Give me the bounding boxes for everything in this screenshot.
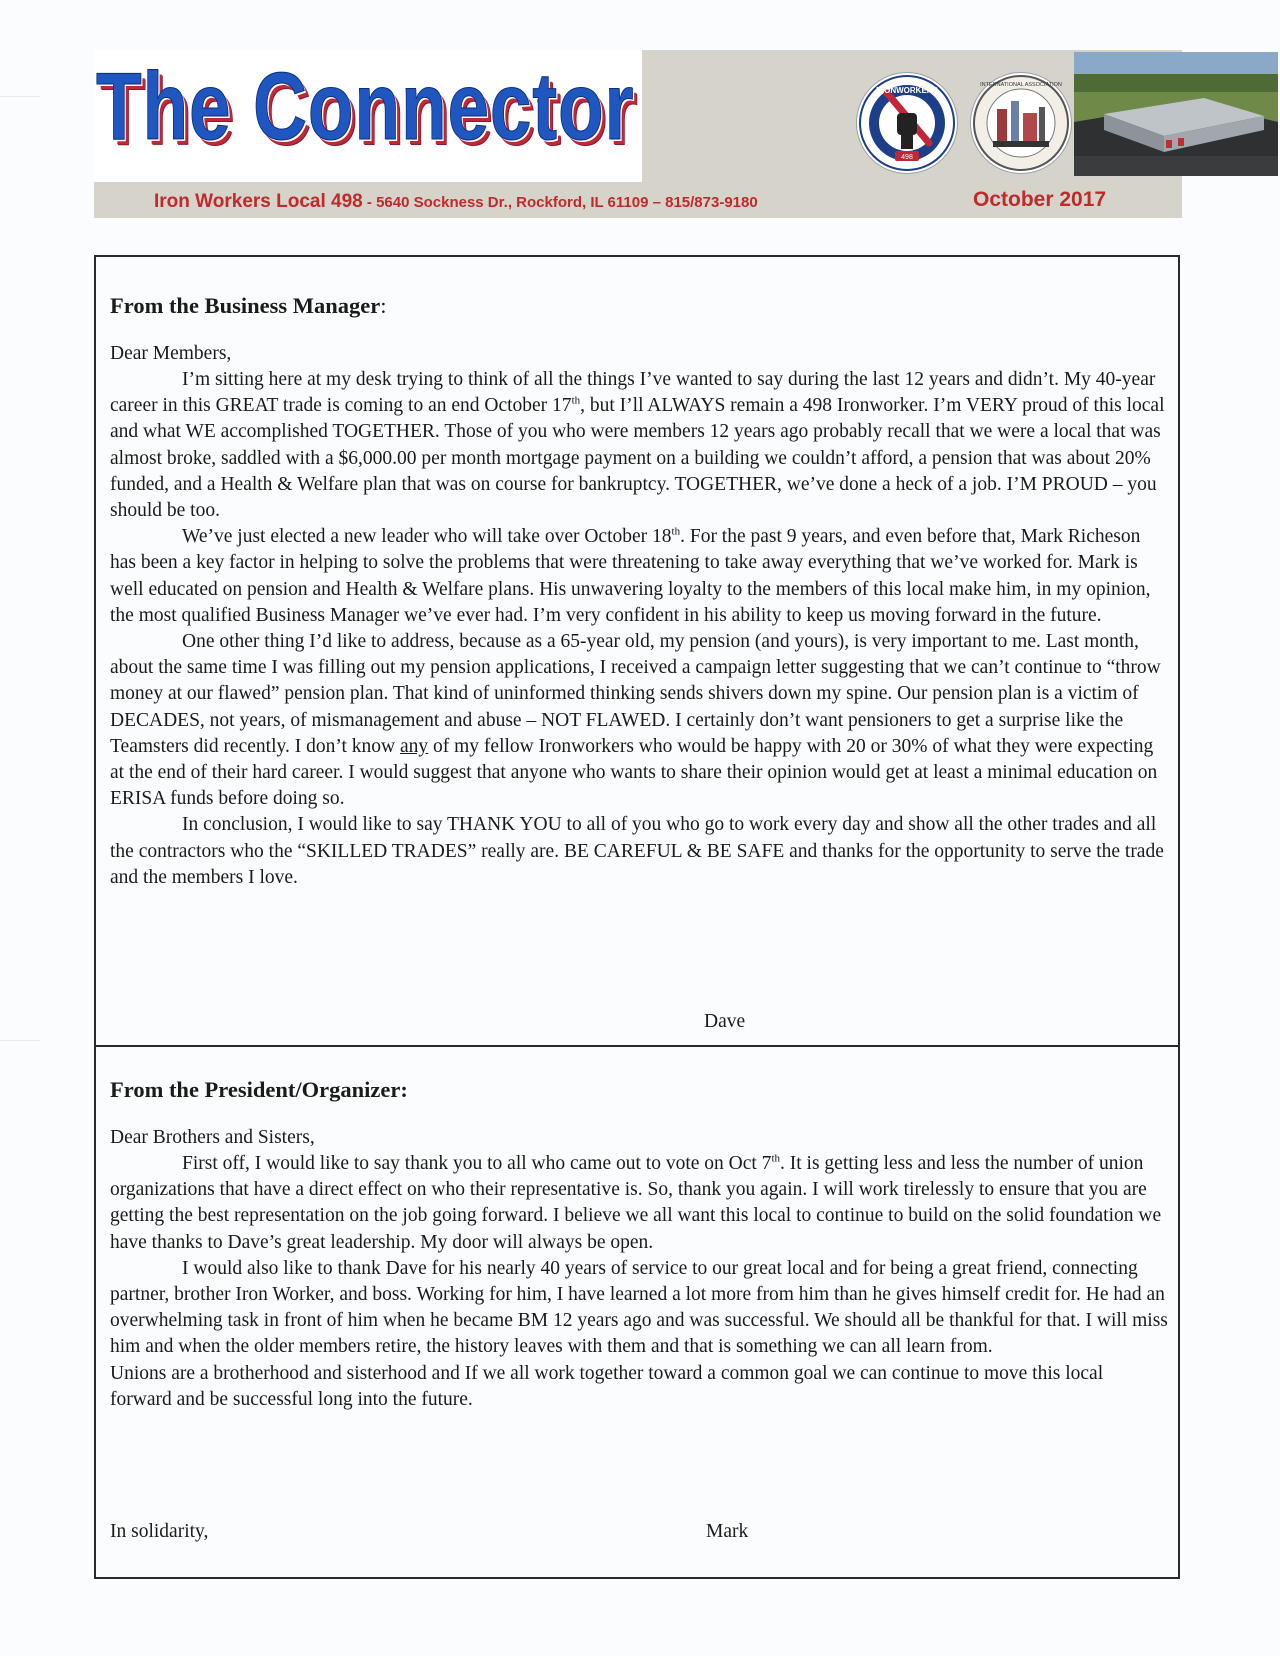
salutation: Dear Brothers and Sisters, <box>110 1127 315 1148</box>
ironworkers-local-seal <box>856 72 958 174</box>
masthead-banner <box>94 182 1182 218</box>
seal-number-text: 498 <box>901 154 913 161</box>
scan-edge-mark <box>0 96 40 97</box>
masthead <box>94 50 1182 218</box>
seal-arc-text: IRONWORKERS <box>876 86 938 95</box>
local-address: - 5640 Sockness Dr., Rockford, IL 61109 – 815/873-9180 <box>362 194 758 211</box>
signature-dave: Dave <box>704 1011 746 1032</box>
paragraph: One other thing I’d like to address, because as a 65-year old, my pension (and yours), is very important to me. Last month, about the same time I was filling out my pension applications, I received a campaign letter suggesting that we can’t continue to “throw money at our flawed” pension plan. That kind of uninformed thinking sends shivers down my spine. Our pension plan is a victim of DECADES, not years, of mismanagement and abuse – NOT FLAWED. I certainly don’t want pensioners to get a surprise like the Teamsters did recently. I don’t know any of my fellow Ironworkers who would be happy with 20 or 30% of what they were expecting at the end of their hard career. I would suggest that anyone who wants to share their opinion would get at least a minimal education on ERISA funds before doing so. <box>110 631 1161 810</box>
newsletter-title: The Connector <box>96 53 635 160</box>
union-hall-photo <box>1074 52 1278 176</box>
seal-arc-text: INTERNATIONAL ASSOCIATION <box>980 82 1062 88</box>
international-association-seal <box>970 72 1072 174</box>
title-block <box>94 50 642 182</box>
scan-edge-mark <box>0 1040 40 1041</box>
paragraph: We’ve just elected a new leader who will take over October 18th. For the past 9 years, and even before that, Mark Richeson has been a key factor in helping to solve the problems that were threatening to take away everything that we’ve worked for. Mark is well educated on pension and Health & Welfare plans. His unwavering loyalty to the members of this local make him, in my opinion, the most qualified Business Manager we’ve ever had. I’m very confident in his ability to keep us moving forward in the future. <box>110 525 1151 626</box>
paragraph: First off, I would like to say thank you to all who came out to vote on Oct 7th. It is getting less and less the number of union organizations that have a direct effect on who their representative is. So, thank you again. I will work tirelessly to ensure that you are getting the best representation on the job going forward. I believe we all want this local to continue to build on the solid foundation we have thanks to Dave’s great leadership. My door will always be open. <box>110 1152 1162 1253</box>
section-divider <box>96 1045 1178 1047</box>
issue-date: October 2017 <box>973 188 1107 211</box>
section-heading: From the President/Organizer: <box>110 1077 408 1102</box>
logo-panel <box>642 50 1182 182</box>
paragraph: I’m sitting here at my desk trying to think of all the things I’ve wanted to say during the last 12 years and didn’t. My 40-year career in this GREAT trade is coming to an end October 17th, but I’ll ALWAYS remain a 498 Ironworker. I’m VERY proud of this local and what WE accomplished TOGETHER. Those of you who were members 12 years ago probably recall that we were a local that was almost broke, saddled with a $6,000.00 per month mortgage payment on a building we couldn’t afford, a pension that was about 20% funded, and a Health & Welfare plan that was on course for bankruptcy. TOGETHER, we’ve done a heck of a job. I’M PROUD – you should be too. <box>110 369 1165 522</box>
closing: In solidarity, <box>110 1521 209 1542</box>
president-letter <box>110 1077 1168 1413</box>
business-manager-letter <box>110 293 1168 891</box>
paragraph: In conclusion, I would like to say THANK YOU to all of you who go to work every day and show all the other trades and all the contractors who the “SKILLED TRADES” really are. BE CAREFUL & BE SAFE and thanks for the opportunity to serve the trade and the members I love. <box>110 814 1164 888</box>
signature-mark: Mark <box>706 1521 749 1542</box>
local-name: Iron Workers Local 498 <box>154 191 363 212</box>
salutation: Dear Members, <box>110 343 232 364</box>
section-heading: From the Business Manager: <box>110 293 387 318</box>
article-box <box>94 255 1180 1579</box>
paragraph: Unions are a brotherhood and sisterhood and If we all work together toward a common goal we can continue to move this local forward and be successful long into the future. <box>110 1362 1104 1410</box>
paragraph: I would also like to thank Dave for his nearly 40 years of service to our great local and for being a great friend, connecting partner, brother Iron Worker, and boss. Working for him, I have learned a lot more from him than he gives himself credit for. He had an overwhelming task in front of him when he became BM 12 years ago and was successful. We should all be thankful for that. I will miss him and when the older members retire, the history leaves with them and that is something we can all learn from. <box>110 1257 1168 1358</box>
local-info <box>154 191 758 213</box>
